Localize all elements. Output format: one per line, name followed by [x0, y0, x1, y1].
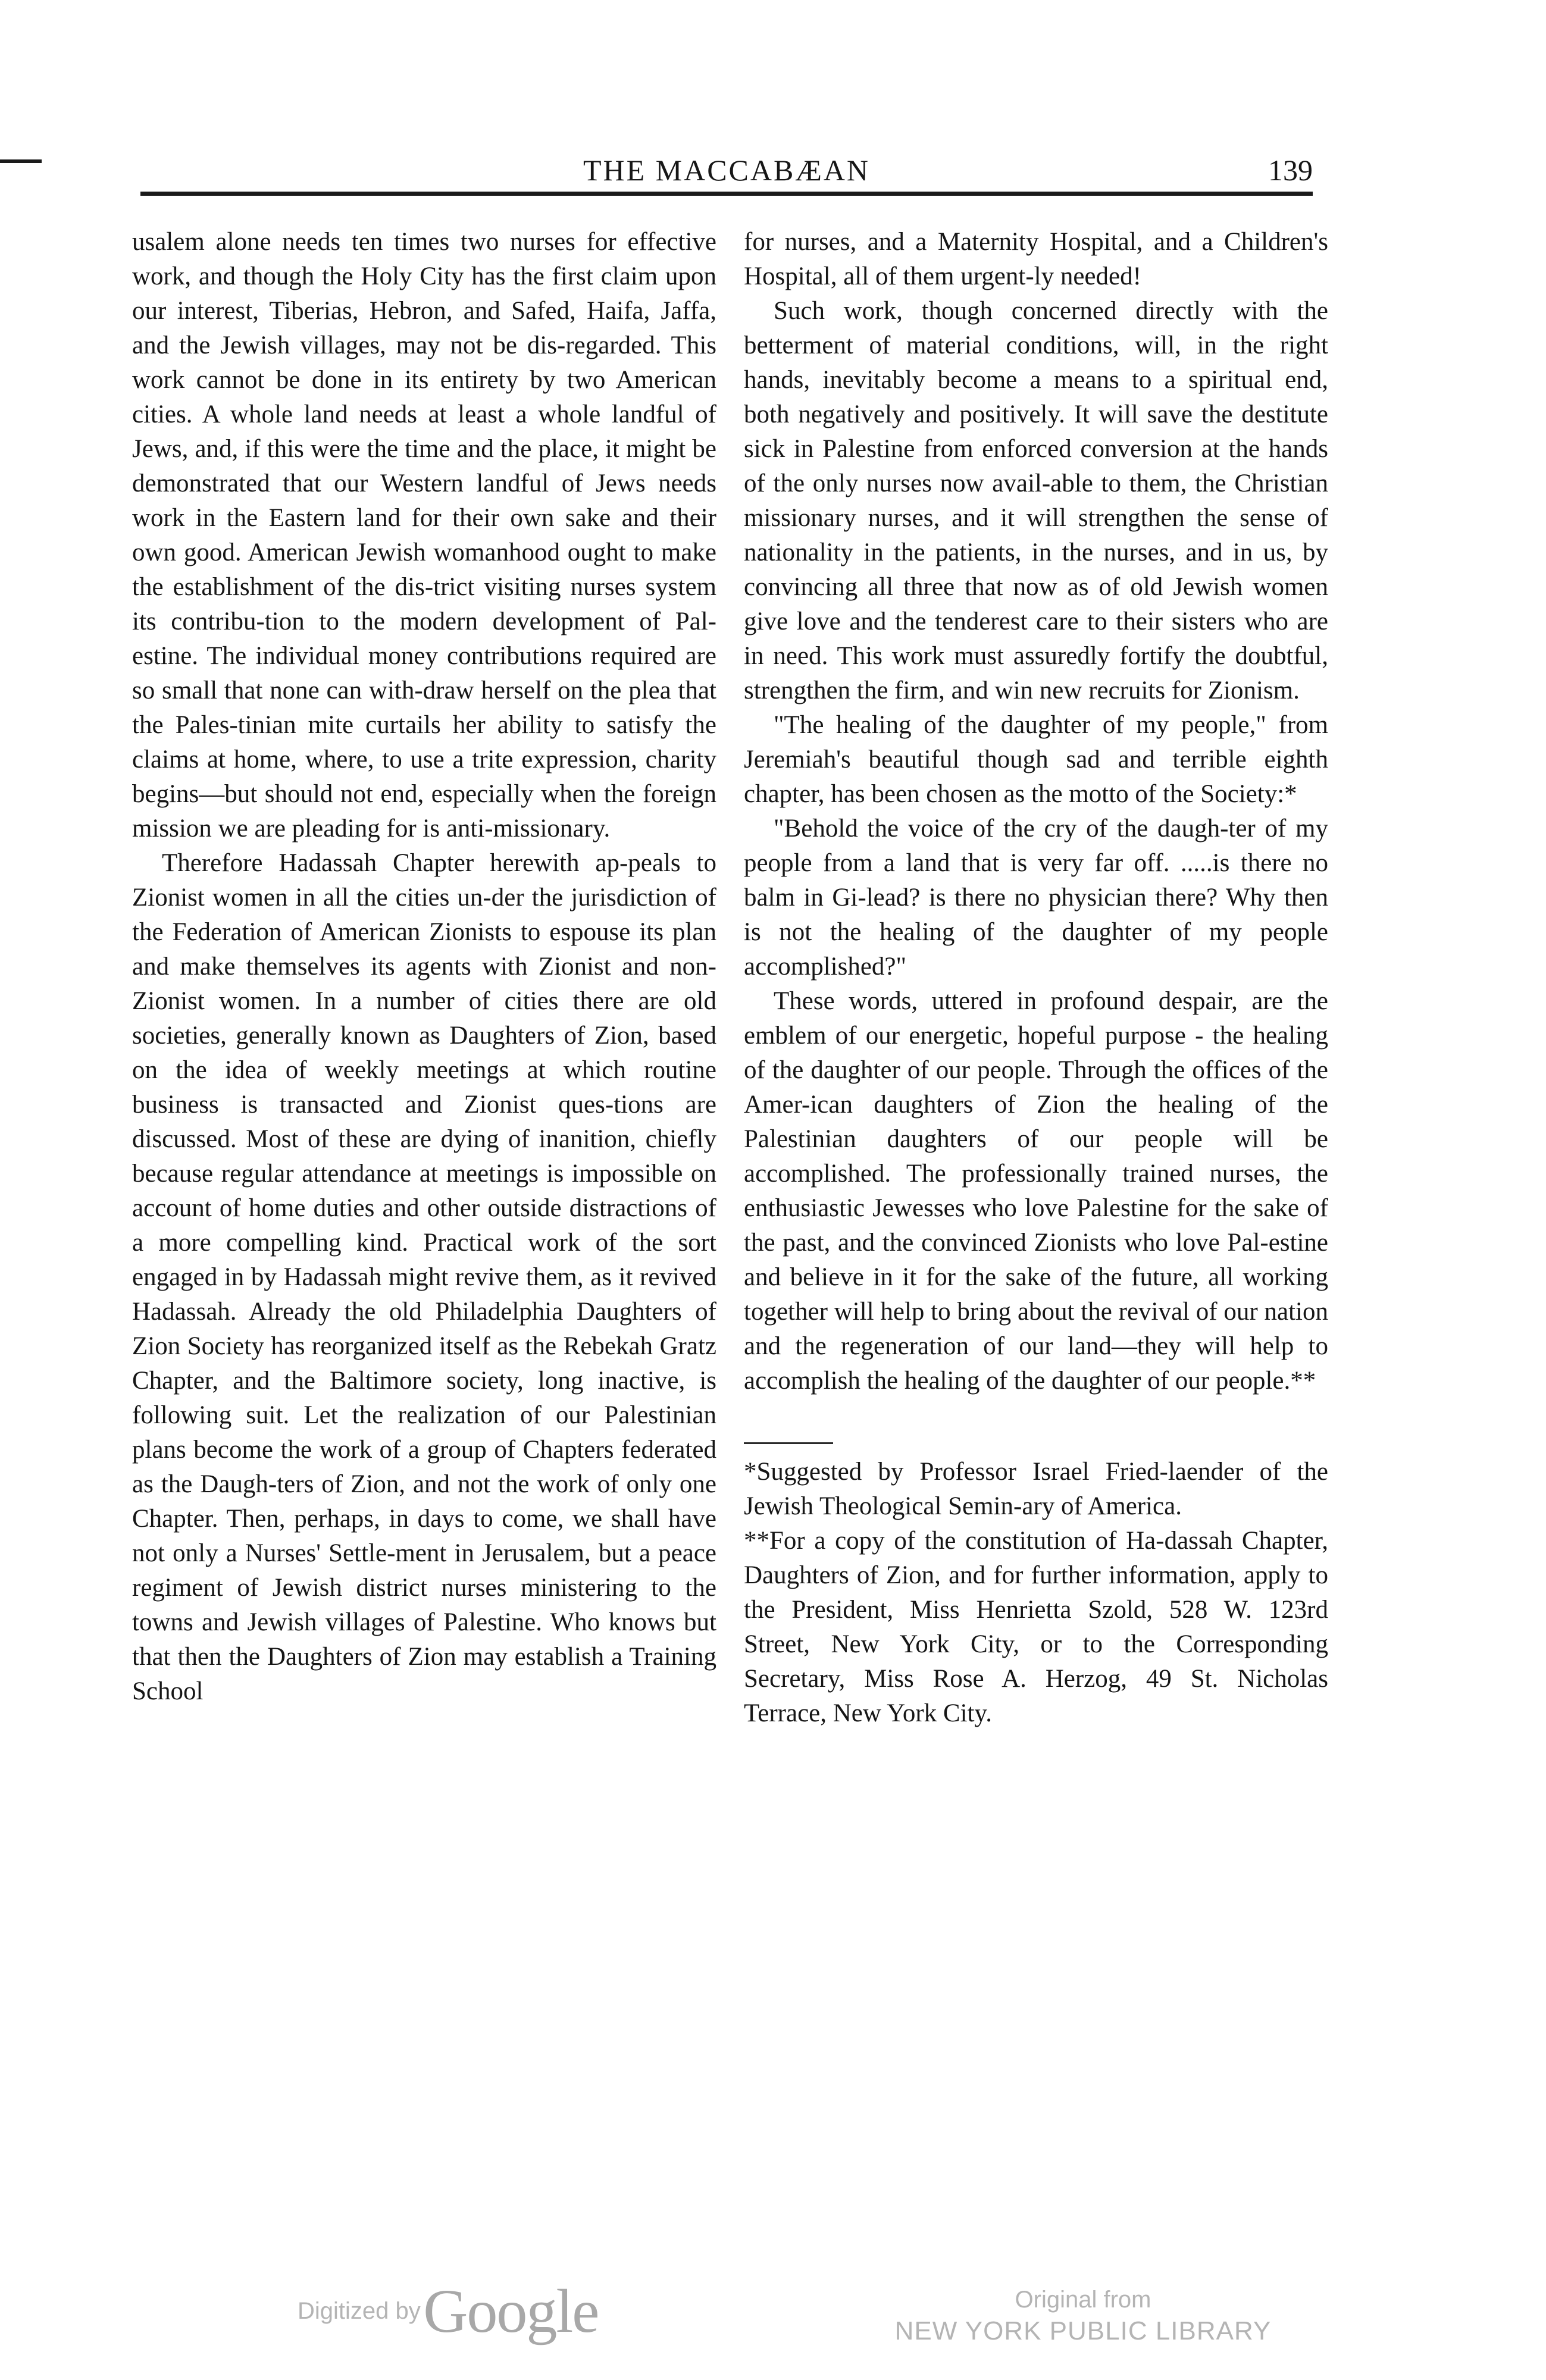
running-title: THE MACCABÆAN: [583, 154, 871, 187]
left-column: [132, 225, 716, 1709]
paragraph: "The healing of the daughter of my people," from Jeremiah's beautiful though sad and terrible eighth chapter, has been chosen as the motto of the Society:*: [744, 711, 1328, 808]
footnotes: [744, 1455, 1328, 1731]
paragraph: Such work, though concerned directly with the betterment of material conditions, will, in the right hands, inevitably become a means to a spiritual end, both negatively and positively. It will save the destitute sick in Palestine from enforced conversion at the hands of the only nurses now avail-able to them, the Christian missionary nurses, and it will strengthen the sense of nationality in the patients, in the nurses, and in us, by convincing all three that now as of old Jewish women give love and the tenderest care to their sisters who are in need. This work must assuredly fortify the doubtful, strengthen the firm, and win new recruits for Zionism.: [744, 297, 1328, 704]
header-rule: [140, 192, 1313, 196]
digitized-by-watermark: [298, 2276, 599, 2345]
paragraph: These words, uttered in profound despair, are the emblem of our energetic, hopeful purpose - the healing of the daughter of our people. Through the offices of the Amer-ican daughters of Zion the healing of the Palestinian daughters of our people will be accomplished. The professionally trained nurses, the enthusiastic Jewesses who love Palestine for the sake of the past, and the convinced Zionists who love Pal-estine and believe in it for the sake of the future, all working together will help to bring about the revival of our nation and the regeneration of our land—they will help to accomplish the healing of the daughter of our people.**: [744, 987, 1328, 1395]
right-column: [744, 225, 1328, 1731]
digitized-label: Digitized by: [298, 2298, 421, 2324]
paragraph: for nurses, and a Maternity Hospital, and a Children's Hospital, all of them urgent-ly needed!: [744, 228, 1328, 290]
paragraph: usalem alone needs ten times two nurses for effective work, and though the Holy City has the first claim upon our interest, Tiberias, Hebron, and Safed, Haifa, Jaffa, and the Jewish villages, may not be dis-regarded. This work cannot be done in its entirety by two American cities. A whole land needs at least a whole landful of Jews, and, if this were the time and the place, it might be demonstrated that our Western landful of Jews needs work in the Eastern land for their own sake and their own good. American Jewish womanhood ought to make the establishment of the dis-trict visiting nurses system its contribu-tion to the modern development of Pal-estine. The individual money contributions required are so small that none can with-draw herself on the plea that the Pales-tinian mite curtails her ability to satisfy the claims at home, where, to use a trite expression, charity begins—but should not end, especially when the foreign mission we are pleading for is anti-missionary.: [132, 228, 716, 843]
original-from-watermark: [893, 2285, 1273, 2348]
footnote-rule: [744, 1442, 833, 1455]
paragraph: "Behold the voice of the cry of the daugh-ter of my people from a land that is very far off. .....is there no balm in Gi-lead? is there no physician there? Why then is not the healing of the daughter of my people accomplished?": [744, 815, 1328, 981]
footnote: *Suggested by Professor Israel Fried-laender of the Jewish Theological Semin-ary of America.: [744, 1458, 1328, 1520]
footnote: **For a copy of the constitution of Ha-dassah Chapter, Daughters of Zion, and for further information, apply to the President, Miss Henrietta Szold, 528 W. 123rd Street, New York City, or to the Corresponding Secretary, Miss Rose A. Herzog, 49 St. Nicholas Terrace, New York City.: [744, 1527, 1328, 1727]
page-number: 139: [1268, 154, 1313, 187]
library-name: NEW YORK PUBLIC LIBRARY: [894, 2316, 1272, 2345]
google-logo: Google: [423, 2277, 599, 2345]
paragraph: Therefore Hadassah Chapter herewith ap-peals to Zionist women in all the cities un-der the jurisdiction of the Federation of American Zionists to espouse its plan and make themselves its agents with Zionist and non-Zionist women. In a number of cities there are old societies, generally known as Daughters of Zion, based on the idea of weekly meetings at which routine business is transacted and Zionist ques-tions are discussed. Most of these are dying of inanition, chiefly because regular attendance at meetings is impossible on account of home duties and other outside distractions of a more compelling kind. Practical work of the sort engaged in by Hadassah might revive them, as it revived Hadassah. Already the old Philadelphia Daughters of Zion Society has reorganized itself as the Rebekah Gratz Chapter, and the Baltimore society, long inactive, is following suit. Let the realization of our Palestinian plans become the work of a group of Chapters federated as the Daugh-ters of Zion, and not the work of only one Chapter. Then, perhaps, in days to come, we shall have not only a Nurses' Settle-ment in Jerusalem, but a peace regiment of Jewish district nurses ministering to the towns and Jewish villages of Palestine. Who knows but that then the Daughters of Zion may establish a Training School: [132, 849, 716, 1705]
margin-rule-mark: [0, 159, 42, 163]
original-from-label: Original from: [1015, 2287, 1151, 2313]
